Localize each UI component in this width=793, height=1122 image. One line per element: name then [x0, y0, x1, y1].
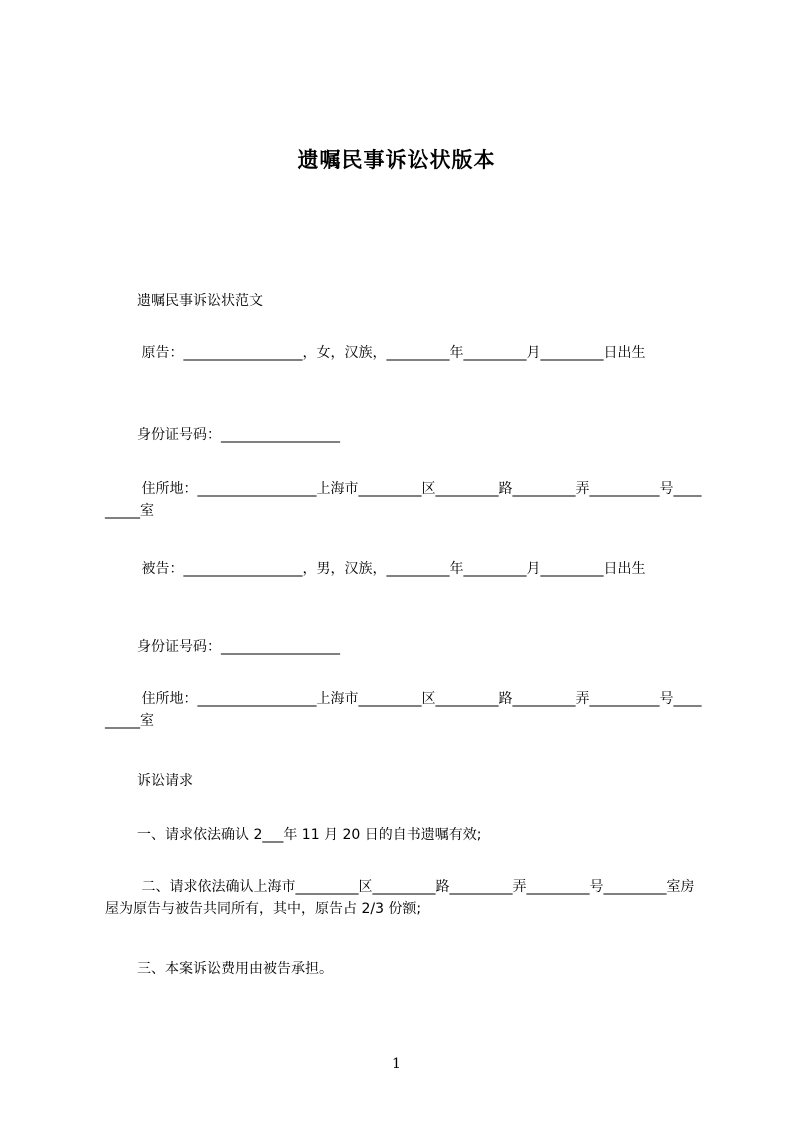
- paragraph-text: 原告：_________________，女，汉族，_________年_________月_________日出生: [137, 345, 646, 361]
- paragraph-text: 身份证号码：_________________: [137, 639, 340, 655]
- paragraph-plaintiff: [105, 342, 705, 364]
- paragraph-defendant-id: [105, 636, 705, 658]
- paragraph-text: 诉讼请求: [137, 773, 193, 789]
- paragraph-text: 住所地：_________________上海市_________区_________路_________弄__________号_________室: [105, 691, 702, 729]
- paragraph-defendant: [105, 558, 705, 580]
- paragraph-text: 住所地：_________________上海市_________区_________路_________弄__________号_________室: [105, 481, 702, 519]
- paragraph-sample-heading: [105, 290, 705, 312]
- paragraph-text: 三、本案诉讼费用由被告承担。: [137, 961, 333, 977]
- document-title: 遗嘱民事诉讼状版本: [297, 148, 496, 172]
- paragraph-claim-2: [105, 876, 705, 920]
- paragraph-defendant-address: [105, 688, 705, 732]
- paragraph-text: 遗嘱民事诉讼状范文: [137, 293, 263, 309]
- paragraph-text: 一、请求依法确认 2___年 11 月 20 日的自书遗嘱有效;: [137, 827, 482, 843]
- paragraph-text: 被告：_________________，男，汉族，_________年_________月_________日出生: [137, 561, 646, 577]
- page-number: 1: [392, 1056, 401, 1072]
- paragraph-text: 二、请求依法确认上海市_________区_________路_________弄_________号_________室房屋为原告与被告共同所有，其中，原告占 2/3 份额;: [105, 879, 695, 917]
- paragraph-plaintiff-address: [105, 478, 705, 522]
- paragraph-plaintiff-id: [105, 424, 705, 446]
- paragraph-claims-heading: [105, 770, 705, 792]
- paragraph-claim-1: [105, 824, 705, 846]
- paragraph-claim-3: [105, 958, 705, 980]
- paragraph-text: 身份证号码：_________________: [137, 427, 340, 443]
